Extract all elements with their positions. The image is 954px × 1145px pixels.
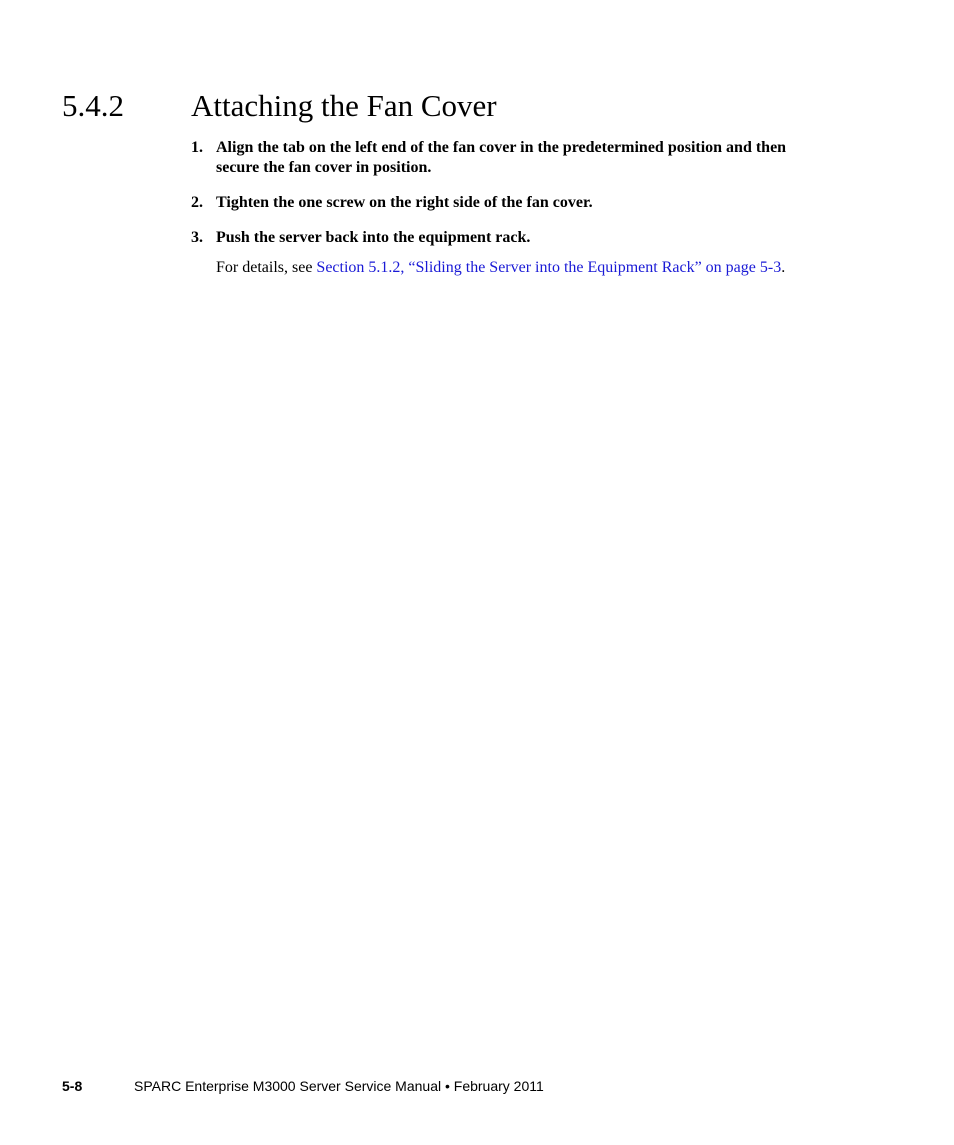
step-number: 1. (191, 139, 203, 156)
section-title: Attaching the Fan Cover (191, 88, 497, 123)
cross-reference-link[interactable]: Section 5.1.2, “Sliding the Server into the Equipment Rack” on page 5-3 (316, 259, 782, 276)
step-text: Tighten the one screw on the right side of the fan cover. (216, 194, 593, 211)
step-1 (191, 138, 821, 178)
detail-suffix: . (781, 259, 786, 276)
step-2 (191, 193, 821, 213)
footer-document-title: SPARC Enterprise M3000 Server Service Manual • February 2011 (134, 1078, 544, 1094)
step-number: 2. (191, 194, 203, 211)
footer-page-number: 5-8 (62, 1078, 83, 1094)
step-number: 3. (191, 229, 203, 246)
procedure-steps (191, 138, 821, 278)
step-3-detail (191, 257, 821, 278)
step-text: Align the tab on the left end of the fan cover in the predetermined position and then secure the fan cover in position. (216, 139, 787, 176)
section-number: 5.4.2 (62, 88, 124, 123)
step-text: Push the server back into the equipment rack. (216, 229, 531, 246)
step-3 (191, 228, 821, 248)
detail-prefix: For details, see (216, 259, 317, 276)
